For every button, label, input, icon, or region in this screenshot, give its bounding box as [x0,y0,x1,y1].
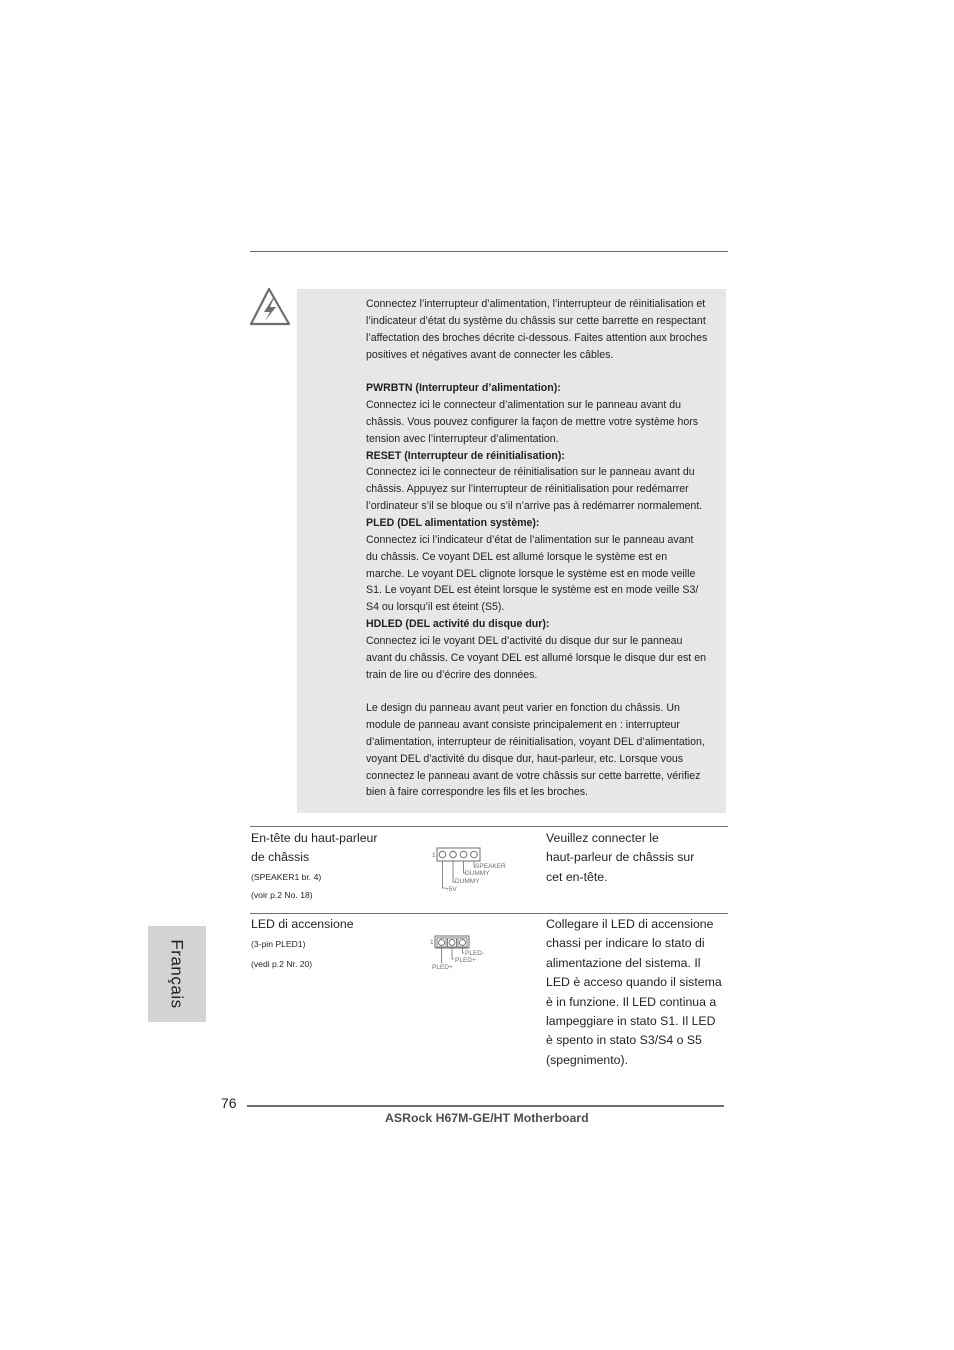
pled-reference: (vedi p.2 Nr. 20) [251,959,313,970]
speaker-title-line: de châssis [251,850,310,865]
speaker-description [546,829,694,887]
pled-heading: PLED (DEL alimentation système): [366,516,540,529]
pled-desc-line: è in funzione. Il LED continua a [546,994,717,1009]
note-line: Connectez ici le connecteur de réinitialisation sur le panneau avant du [366,466,695,479]
speaker-pin-count: (SPEAKER1 br. 4) [251,871,322,882]
language-tab-text: Français [168,939,187,1009]
note-line: châssis. Appuyez sur l’interrupteur de réinitialisation pour redémarrer [366,483,689,496]
note-line: tension avec l’interrupteur d’alimentation. [366,432,559,445]
speaker-title-line: En-tête du haut-parleur [251,831,378,845]
note-line: Connectez ici le voyant DEL d’activité du disque dur sur le panneau [366,634,683,647]
pled-header-diagram [428,932,498,972]
reset-heading: RESET (Interrupteur de réinitialisation): [366,449,565,462]
note-line: bien à faire correspondre les fils et les broches. [366,786,588,799]
speaker-desc-line: Veuillez connecter le [546,831,659,845]
note-line: positives et négatives avant de connecter les câbles. [366,348,614,361]
pled-pin-label: PLED+ [432,964,453,971]
footer-title: ASRock H67M-GE/HT Motherboard [385,1111,589,1125]
pled-desc-line: è spento in stato S3/S4 o S5 [546,1033,702,1048]
speaker-row-rule [250,826,728,827]
pled-desc-line: lampeggiare in stato S1. Il LED [546,1014,716,1029]
speaker-desc-line: haut-parleur de châssis sur [546,850,695,865]
note-line: marche. Le voyant DEL clignote lorsque le système est en mode veille [366,567,696,580]
note-line: connectez le panneau avant de votre châssis sur cette barrette, vérifiez [366,769,701,782]
note-line: Connectez ici l’indicateur d’état de l’alimentation sur le panneau avant [366,533,694,546]
note-line: châssis. Vous pouvez configurer la façon de mettre votre système hors [366,415,699,428]
pled-desc-line: Collegare il LED di accensione [546,917,714,931]
note-text [366,296,728,801]
speaker-header-diagram [430,845,520,895]
note-line: module de panneau avant consiste principalement en : interrupteur [366,719,680,732]
pled-pin-1-label: 1 [430,939,434,946]
pled-desc-line: (spegnimento). [546,1052,629,1067]
pled-description [546,915,722,1070]
warning-icon [249,287,291,327]
note-line: l’affectation des broches décrite ci-dessous. Faites attention aux broches [366,331,708,344]
pled-title-line: LED di accensione [251,917,354,931]
note-line: S1. Le voyant DEL est éteint lorsque le système est en mode veille S3/ [366,584,699,597]
speaker-pin-1-label: 1 [432,852,436,859]
note-line: S4 ou lorsqu’il est éteint (S5). [366,601,505,614]
speaker-desc-line: cet en-tête. [546,869,608,884]
speaker-pin-label: SPEAKER [475,863,506,870]
speaker-pin-label: DUMMY [465,870,490,877]
note-line: d’alimentation, interrupteur de réinitialisation, voyant DEL d’alimentation, [366,735,705,748]
pled-pin-label: PLED- [465,950,485,957]
pwrbtn-heading: PWRBTN (Interrupteur d’alimentation): [366,382,561,395]
note-line: avant du châssis. Ce voyant DEL est allumé lorsque le disque dur est en [366,651,706,664]
note-line: train de lire ou d’écrire des données. [366,668,538,681]
speaker-pin-label: DUMMY [455,878,480,885]
hdled-heading: HDLED (DEL activité du disque dur): [366,618,550,631]
page-number: 76 [221,1095,237,1111]
note-line: Connectez l’interrupteur d’alimentation, l’interrupteur de réinitialisation et [366,298,706,310]
pled-pin-label: PLED+ [455,957,476,964]
pled-desc-line: alimentazione del sistema. Il [546,955,701,970]
speaker-pin-label: +5V [445,886,457,893]
pled-desc-line: LED è acceso quando il sistema [546,975,722,990]
note-line: Le design du panneau avant peut varier en fonction du châssis. Un [366,702,680,715]
note-line: voyant DEL d’activité du disque dur, haut-parleur, etc. Lorsque vous [366,752,684,765]
note-line: du châssis. Ce voyant DEL est allumé lorsque le système est en [366,550,668,563]
speaker-title [251,829,377,904]
pled-title [251,915,354,974]
speaker-reference: (voir p.2 No. 18) [251,889,313,900]
note-line: l’indicateur d’état du système du châssis sur cette barrette en respectant [366,314,706,327]
top-rule [250,251,728,252]
pled-pin-count: (3-pin PLED1) [251,939,306,950]
pled-desc-line: chassi per indicare lo stato di [546,936,705,951]
footer-rule [247,1105,724,1107]
note-line: l’ordinateur s’il se bloque ou s’il n’arrive pas à redémarrer normalement. [366,500,703,513]
language-tab-label [148,926,206,1022]
pled-row-rule [250,913,728,914]
note-line: Connectez ici le connecteur d’alimentation sur le panneau avant du [366,399,682,412]
